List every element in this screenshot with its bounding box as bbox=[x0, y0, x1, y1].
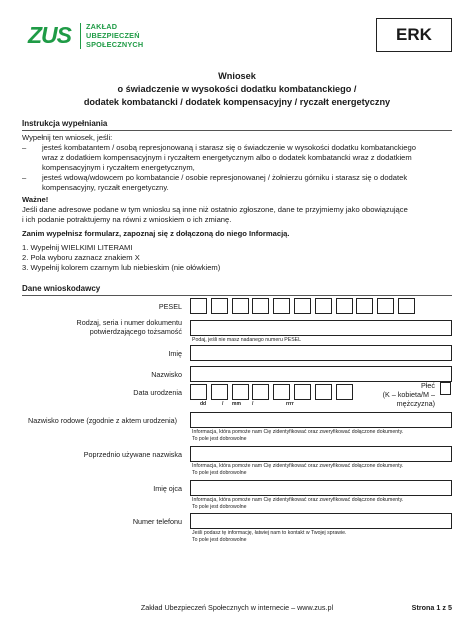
pesel-digit[interactable] bbox=[336, 298, 353, 314]
step-1: 1. Wypełnij WIELKIMI LITERAMI bbox=[22, 243, 133, 252]
date-digit[interactable] bbox=[252, 384, 269, 400]
pesel-digit[interactable] bbox=[398, 298, 415, 314]
previous-names-label: Poprzednio używane nazwiska bbox=[83, 450, 182, 459]
hint-line: To pole jest dobrowolne bbox=[192, 470, 247, 476]
pesel-digit[interactable] bbox=[252, 298, 269, 314]
doc-hint: Podaj, jeśli nie masz nadanego numeru PESEL bbox=[192, 337, 302, 343]
logo-line: UBEZPIECZEŃ bbox=[86, 31, 140, 40]
logo-divider bbox=[80, 23, 81, 49]
pesel-digit[interactable] bbox=[377, 298, 394, 314]
father-name-label: Imię ojca bbox=[153, 484, 182, 493]
last-name-input[interactable] bbox=[190, 366, 452, 382]
optional-hint bbox=[192, 429, 403, 443]
pesel-digit[interactable] bbox=[232, 298, 249, 314]
date-mm-label: mm bbox=[232, 401, 241, 407]
date-digit[interactable] bbox=[336, 384, 353, 400]
hint-line: To pole jest dobrowolne bbox=[192, 504, 247, 510]
hint-line: Jeśli podasz tę informację, łatwiej nam to kontakt w Twojej sprawie. bbox=[192, 530, 347, 536]
gender-input[interactable] bbox=[440, 382, 451, 395]
date-digit[interactable] bbox=[232, 384, 249, 400]
pesel-label: PESEL bbox=[158, 302, 182, 311]
doc-label bbox=[77, 318, 182, 336]
instructions-bullet-1: – jesteś kombatantem / osobą represjonowaną i starasz się o świadczenie w wysokości dodatku kombatanckiego wraz z dodatkiem kompensacyjnym i ryczałtem energetycznym albo o dodatek kombatancki wraz z dodatkiem kompensacyjnym i ryczałtem energetycznym, bbox=[22, 143, 452, 173]
important-text: i ich podanie potraktujemy na równi z wnioskiem o ich zmianę. bbox=[22, 215, 232, 224]
important-title: Ważne! bbox=[22, 195, 49, 204]
pesel-digit[interactable] bbox=[273, 298, 290, 314]
doc-label-line: potwierdzającego tożsamość bbox=[89, 327, 182, 336]
gender-label bbox=[355, 381, 435, 408]
hint-line: Informacja, która pomoże nam Cię zidentyfikować oraz zweryfikować dołączone dokumenty. bbox=[192, 429, 404, 435]
birth-date-label: Data urodzenia bbox=[133, 388, 182, 397]
form-title-line2: o świadczenie w wysokości dodatku kombatanckiego / bbox=[117, 84, 357, 94]
logo-line: ZAKŁAD bbox=[86, 22, 118, 31]
last-name-label: Nazwisko bbox=[151, 370, 182, 379]
pesel-field[interactable] bbox=[190, 298, 419, 314]
first-name-label: Imię bbox=[168, 349, 182, 358]
phone-label: Numer telefonu bbox=[132, 517, 182, 526]
bullet-text: jesteś kombatantem / osobą represjonowaną i starasz się o świadczenie w wysokości dodatku kombatanckiego bbox=[42, 143, 416, 152]
instructions-intro: Wypełnij ten wniosek, jeśli: bbox=[22, 133, 113, 142]
instructions-bullet-2: – jesteś wdową/wdowcem po kombatancie / osobie represjonowanej / żołnierzu górniku i starasz się o dodatek kompensacyjny, ryczałt energetyczny. bbox=[22, 173, 452, 193]
divider bbox=[22, 130, 452, 131]
pesel-digit[interactable] bbox=[294, 298, 311, 314]
instructions-header: Instrukcja wypełniania bbox=[22, 119, 108, 128]
bullet-text: kompensacyjny, ryczałt energetyczny. bbox=[42, 183, 169, 192]
phone-hint bbox=[192, 530, 346, 544]
pesel-digit[interactable] bbox=[211, 298, 228, 314]
gender-label-line: Płeć bbox=[421, 381, 435, 390]
date-digit[interactable] bbox=[211, 384, 228, 400]
pesel-digit[interactable] bbox=[356, 298, 373, 314]
divider bbox=[22, 295, 452, 296]
hint-line: To pole jest dobrowolne bbox=[192, 436, 247, 442]
date-dd-label: dd bbox=[200, 401, 207, 407]
phone-input[interactable] bbox=[190, 513, 452, 529]
logo-text bbox=[86, 22, 143, 49]
date-digit[interactable] bbox=[315, 384, 332, 400]
optional-hint bbox=[192, 463, 403, 477]
logo-mark: ZUS bbox=[28, 22, 71, 48]
form-title-line3: dodatek kombatancki / dodatek kompensacyjny / ryczałt energetyczny bbox=[83, 97, 391, 107]
form-title: Wniosek bbox=[218, 71, 256, 81]
birth-date-field[interactable] bbox=[190, 384, 356, 400]
first-name-input[interactable] bbox=[190, 345, 452, 361]
date-separator: / bbox=[222, 401, 224, 407]
bullet-text: kompensacyjnym i ryczałtem energetycznym, bbox=[42, 163, 195, 172]
bullet-text: jesteś wdową/wdowcem po kombatancie / osobie represjonowanej / żołnierzu górniku i starasz się o dodatek bbox=[42, 173, 408, 182]
hint-line: Informacja, która pomoże nam Cię zidentyfikować oraz zweryfikować dołączone dokumenty. bbox=[192, 497, 404, 503]
doc-label-line: Rodzaj, seria i numer dokumentu bbox=[76, 318, 182, 327]
hint-line: To pole jest dobrowolne bbox=[192, 537, 247, 543]
hint-line: Informacja, która pomoże nam Cię zidentyfikować oraz zweryfikować dołączone dokumenty. bbox=[192, 463, 404, 469]
family-name-label: Nazwisko rodowe (zgodnie z aktem urodzenia) bbox=[28, 416, 178, 425]
logo-line: SPOŁECZNYCH bbox=[86, 40, 144, 49]
step-3: 3. Wypełnij kolorem czarnym lub niebieskim (nie ołówkiem) bbox=[22, 263, 221, 272]
previous-names-input[interactable] bbox=[190, 446, 452, 462]
important-text: Jeśli dane adresowe podane w tym wniosku są inne niż ostatnio zgłoszone, dane te przyjmiemy jako obowiązujące bbox=[22, 205, 408, 214]
date-digit[interactable] bbox=[190, 384, 207, 400]
optional-hint bbox=[192, 497, 403, 511]
gender-label-line: (K – kobieta/M – mężczyzna) bbox=[382, 390, 435, 408]
pesel-digit[interactable] bbox=[190, 298, 207, 314]
family-name-input[interactable] bbox=[190, 412, 452, 428]
step-2: 2. Pola wyboru zaznacz znakiem X bbox=[22, 253, 140, 262]
date-digit[interactable] bbox=[294, 384, 311, 400]
date-digit[interactable] bbox=[273, 384, 290, 400]
date-yyyy-label: rrrr bbox=[286, 401, 294, 407]
applicant-header: Dane wnioskodawcy bbox=[22, 284, 101, 293]
bullet-text: wraz z dodatkiem kompensacyjnym i ryczałtem energetycznym albo o dodatek kombatancki wraz z dodatkiem bbox=[42, 153, 412, 162]
footer-text: Zakład Ubezpieczeń Społecznych w internecie – www.zus.pl bbox=[140, 603, 334, 612]
document-input[interactable] bbox=[190, 320, 452, 336]
date-separator: / bbox=[252, 401, 254, 407]
fill-before-note: Zanim wypełnisz formularz, zapoznaj się z dołączoną do niego Informacją. bbox=[22, 229, 290, 238]
pesel-digit[interactable] bbox=[315, 298, 332, 314]
page-number: Strona 1 z 5 bbox=[411, 603, 452, 612]
form-code: ERK bbox=[376, 18, 452, 52]
father-name-input[interactable] bbox=[190, 480, 452, 496]
